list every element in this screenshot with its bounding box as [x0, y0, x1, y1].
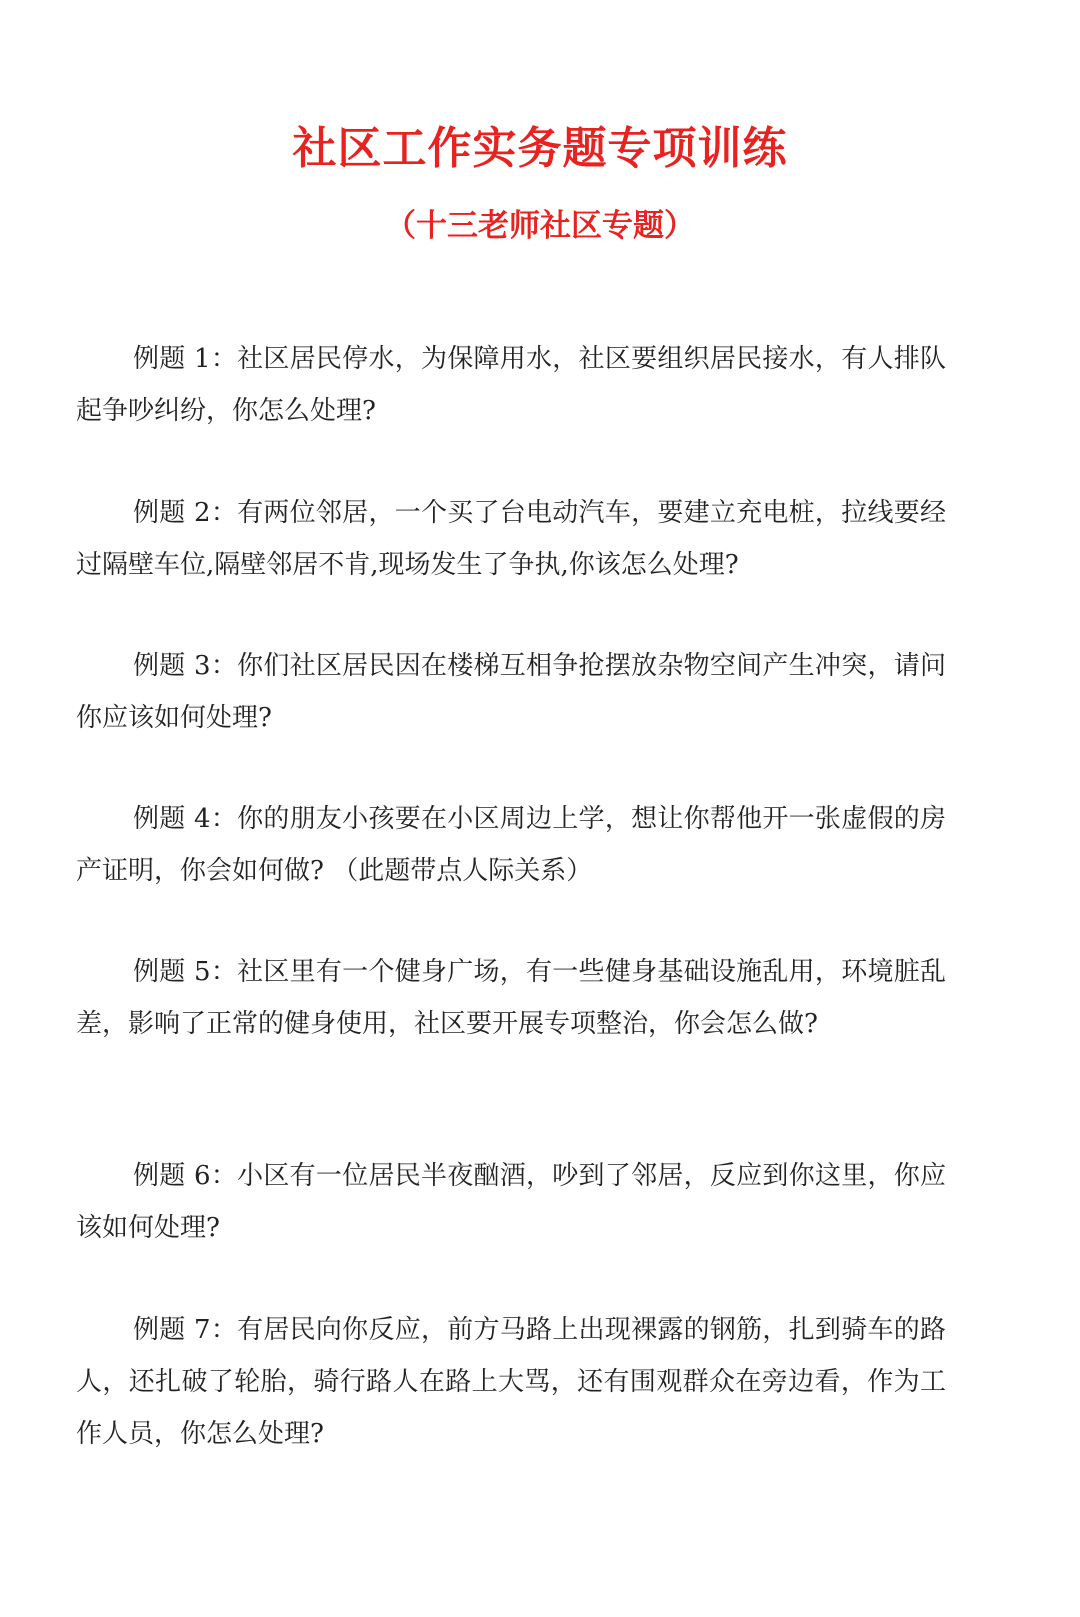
question-4 — [76, 793, 946, 897]
question-5 — [76, 946, 946, 1050]
question-3 — [76, 640, 946, 744]
question-1 — [76, 333, 946, 437]
question-5-text: 社区里有一个健身广场，有一些健身基础设施乱用，环境脏乱差，影响了正常的健身使用，社区要开展专项整治，你会怎么做? — [76, 957, 946, 1039]
page-subtitle: （十三老师社区专题） — [385, 208, 695, 244]
question-7-label: 例题 7： — [133, 1315, 238, 1345]
question-4-label: 例题 4： — [133, 804, 238, 834]
page-title: 社区工作实务题专项训练 — [292, 123, 788, 174]
question-1-text: 社区居民停水，为保障用水，社区要组织居民接水，有人排队起争吵纠纷，你怎么处理? — [76, 344, 946, 426]
question-6 — [76, 1150, 946, 1254]
question-2-label: 例题 2： — [133, 498, 238, 528]
question-6-text: 小区有一位居民半夜酗酒，吵到了邻居，反应到你这里，你应该如何处理? — [76, 1161, 946, 1243]
question-3-label: 例题 3： — [133, 651, 238, 681]
question-3-text: 你们社区居民因在楼梯互相争抢摆放杂物空间产生冲突，请问你应该如何处理? — [76, 651, 946, 733]
question-7-text: 有居民向你反应，前方马路上出现裸露的钢筋，扎到骑车的路人，还扎破了轮胎，骑行路人在路上大骂，还有围观群众在旁边看，作为工作人员，你怎么处理? — [76, 1315, 946, 1449]
question-5-label: 例题 5： — [133, 957, 238, 987]
question-2 — [76, 487, 946, 591]
question-4-text: 你的朋友小孩要在小区周边上学，想让你帮他开一张虚假的房产证明，你会如何做? （此题带点人际关系） — [76, 804, 946, 886]
question-1-label: 例题 1： — [133, 344, 238, 374]
question-6-label: 例题 6： — [133, 1161, 238, 1191]
question-7 — [76, 1304, 946, 1460]
question-2-text: 有两位邻居，一个买了台电动汽车，要建立充电桩，拉线要经过隔壁车位,隔壁邻居不肯,现场发生了争执,你该怎么处理? — [76, 498, 946, 580]
